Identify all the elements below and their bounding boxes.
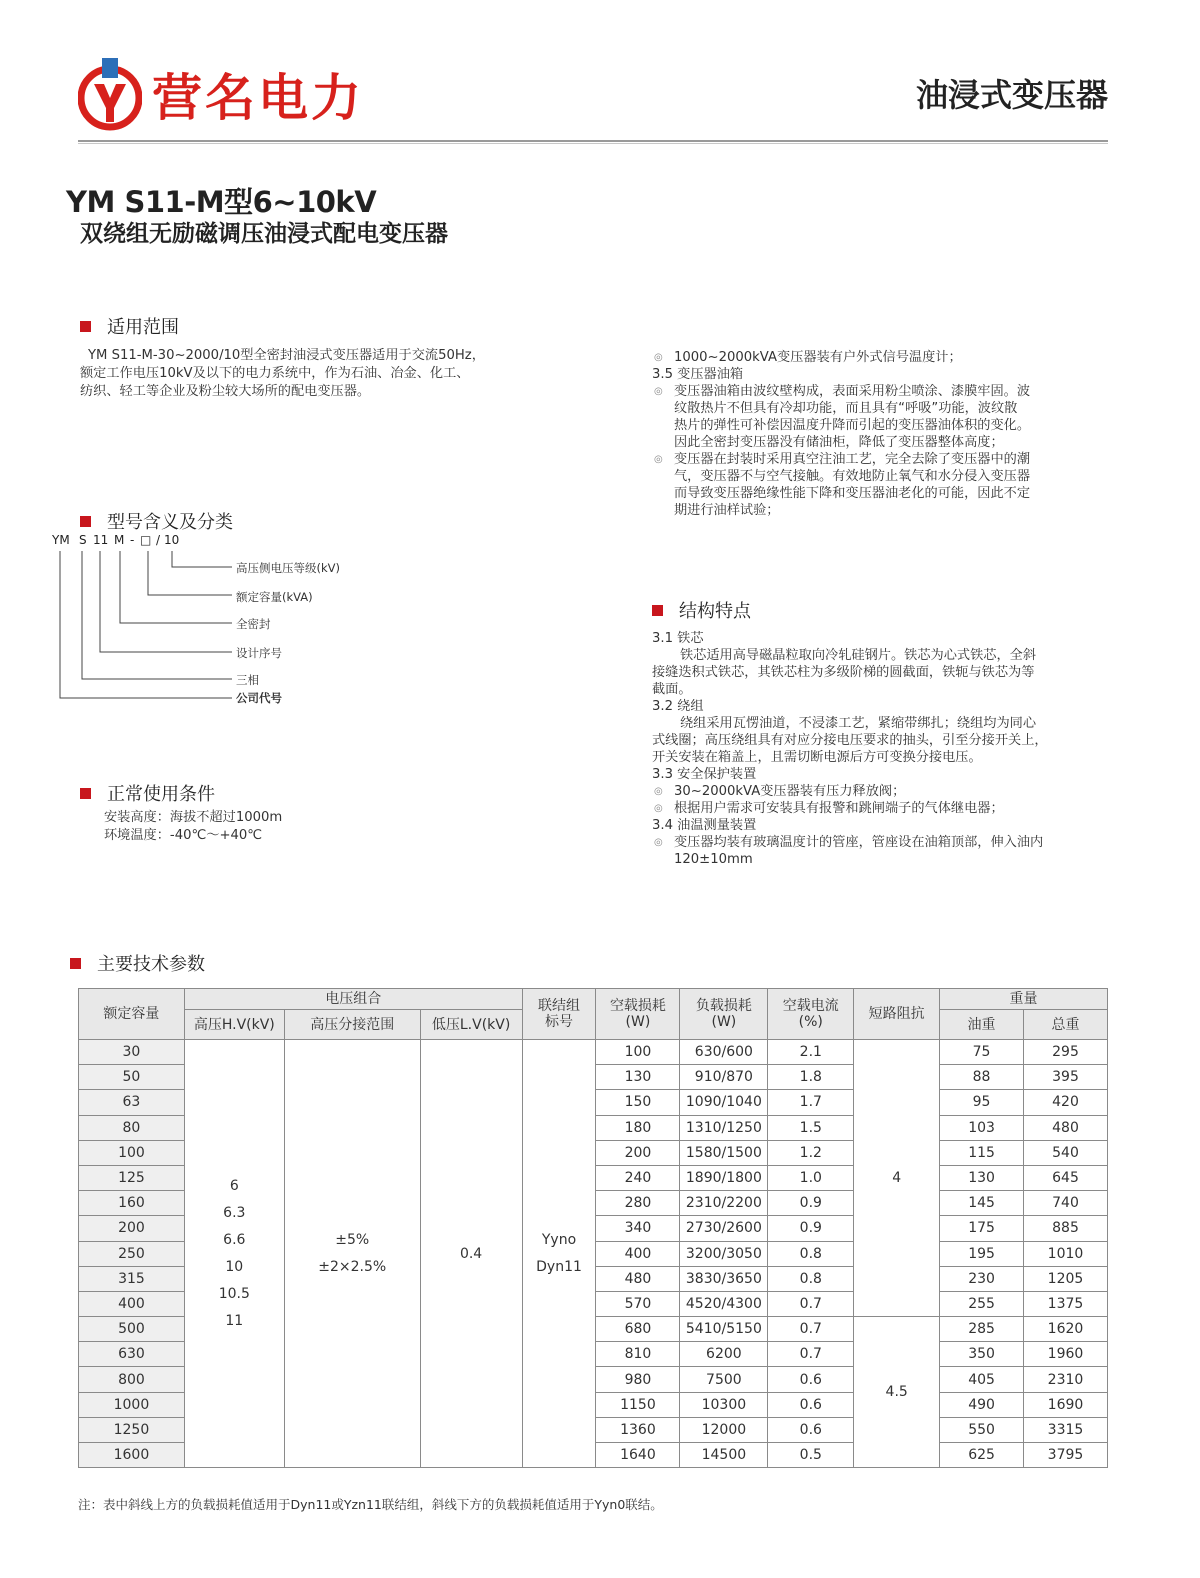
code-phase: S (79, 533, 87, 547)
hv-value: 11 (225, 1312, 244, 1329)
th-load-loss: 负载损耗 (W) (680, 989, 768, 1040)
safety-title: 3.3 安全保护装置 (652, 767, 757, 782)
cell-capacity: 1600 (79, 1443, 185, 1468)
cell-no-load-loss: 100 (596, 1040, 680, 1065)
label-hv-level: 高压侧电压等级(kV) (236, 561, 340, 575)
tap-value: ±5% (335, 1231, 370, 1248)
section-bullet-icon (652, 605, 663, 616)
label-company-code: 公司代号 (236, 691, 282, 705)
cell-total-weight: 1690 (1024, 1392, 1108, 1417)
th-lv: 低压L.V(kV) (420, 1010, 522, 1040)
cell-total-weight: 420 (1024, 1090, 1108, 1115)
th-tap: 高压分接范围 (284, 1010, 420, 1040)
cell-no-load-loss: 200 (596, 1140, 680, 1165)
cell-load-loss: 10300 (680, 1392, 768, 1417)
th-no-load-loss: 空载损耗 (W) (596, 989, 680, 1040)
cell-oil-weight: 75 (940, 1040, 1024, 1065)
th-weight: 重量 (940, 989, 1108, 1010)
cell-no-load-loss: 240 (596, 1165, 680, 1190)
code-sealed: M (114, 533, 125, 547)
hv-value: 10 (225, 1258, 244, 1275)
th-impedance: 短路阻抗 (854, 989, 940, 1040)
cell-capacity: 250 (79, 1241, 185, 1266)
cell-load-loss: 6200 (680, 1342, 768, 1367)
cell-capacity: 160 (79, 1191, 185, 1216)
tank-features (652, 349, 1112, 519)
th-hv: 高压H.V(kV) (184, 1010, 284, 1040)
cell-oil-weight: 255 (940, 1291, 1024, 1316)
winding-title: 3.2 绕组 (652, 699, 704, 714)
cell-capacity: 63 (79, 1090, 185, 1115)
cell-load-loss: 910/870 (680, 1065, 768, 1090)
cell-capacity: 800 (79, 1367, 185, 1392)
hv-value: 6.6 (223, 1231, 246, 1248)
cell-no-load-loss: 180 (596, 1115, 680, 1140)
hv-value: 10.5 (218, 1285, 250, 1302)
cell-total-weight: 1620 (1024, 1317, 1108, 1342)
cell-capacity: 125 (79, 1165, 185, 1190)
cell-total-weight: 295 (1024, 1040, 1108, 1065)
cell-oil-weight: 625 (940, 1443, 1024, 1468)
cell-no-load-loss: 1150 (596, 1392, 680, 1417)
signal-thermometer-item: ◎ 1000~2000kVA变压器装有户外式信号温度计； (652, 349, 1112, 366)
cell-total-weight: 3795 (1024, 1443, 1108, 1468)
cell-no-load-current: 0.9 (768, 1191, 854, 1216)
cell-no-load-current: 0.8 (768, 1241, 854, 1266)
cell-load-loss: 5410/5150 (680, 1317, 768, 1342)
cell-load-loss: 1090/1040 (680, 1090, 768, 1115)
cell-capacity: 1000 (79, 1392, 185, 1417)
cell-no-load-current: 0.6 (768, 1392, 854, 1417)
cell-capacity: 80 (79, 1115, 185, 1140)
cell-no-load-loss: 150 (596, 1090, 680, 1115)
table-footnote: 注：表中斜线上方的负载损耗值适用于Dyn11或Yzn11联结组，斜线下方的负载损耗值适用于Yyn0联结。 (78, 1497, 663, 1512)
tank-item-1: ◎ 变压器油箱由波纹壁构成，表面采用粉尘喷涂、漆膜牢固。波 纹散热片不但具有冷却功能，而且具有“呼吸”功能，波纹散 热片的弹性可补偿因温度升降而引起的变压器油体积的变化。 因此全密封变压器没有储油柜，降低了变压器整体高度； (652, 383, 1112, 451)
hv-value: 6.3 (223, 1204, 246, 1221)
temp-item: ◎ 变压器均装有玻璃温度计的管座，管座设在油箱顶部，伸入油内 120±10mm (652, 834, 1114, 868)
cell-no-load-loss: 1360 (596, 1417, 680, 1442)
cell-no-load-current: 1.8 (768, 1065, 854, 1090)
brand-name: 营名电力 (152, 69, 364, 127)
connection-value: Yyno (541, 1231, 577, 1248)
cell-no-load-current: 0.6 (768, 1417, 854, 1442)
cell-no-load-loss: 1640 (596, 1443, 680, 1468)
safety-item: ◎ 根据用户需求可安装具有报警和跳闸端子的气体继电器； (652, 800, 1114, 817)
cell-oil-weight: 103 (940, 1115, 1024, 1140)
cell-load-loss: 7500 (680, 1367, 768, 1392)
cell-capacity: 100 (79, 1140, 185, 1165)
label-sealed: 全密封 (236, 617, 271, 631)
cell-load-loss: 630/600 (680, 1040, 768, 1065)
altitude-text: 安装高度：海拔不超过1000m (104, 810, 283, 825)
cell-capacity: 50 (79, 1065, 185, 1090)
cell-connection (522, 1040, 596, 1468)
code-company: YM (52, 533, 70, 547)
model-code-tree-lines (0, 0, 300, 720)
th-oil-weight: 油重 (940, 1010, 1024, 1040)
connection-value: Dyn11 (536, 1258, 582, 1275)
section-heading-params: 主要技术参数 (70, 950, 205, 976)
cell-no-load-loss: 810 (596, 1342, 680, 1367)
product-category: 油浸式变压器 (915, 76, 1108, 114)
cell-load-loss: 3830/3650 (680, 1266, 768, 1291)
cell-no-load-current: 1.0 (768, 1165, 854, 1190)
cell-oil-weight: 130 (940, 1165, 1024, 1190)
cell-load-loss: 4520/4300 (680, 1291, 768, 1316)
cell-no-load-loss: 340 (596, 1216, 680, 1241)
cell-tap-range (284, 1040, 420, 1468)
cell-total-weight: 1960 (1024, 1342, 1108, 1367)
tank-title: 3.5 变压器油箱 (652, 367, 744, 382)
cell-total-weight: 2310 (1024, 1367, 1108, 1392)
label-rated-capacity: 额定容量(kVA) (236, 590, 313, 604)
cell-oil-weight: 88 (940, 1065, 1024, 1090)
code-slash: / (156, 533, 161, 547)
structure-features: 3.1 铁芯 铁芯适用高导磁晶粒取向冷轧硅钢片。铁芯为心式铁芯，全斜 接缝迭积式铁芯，其铁芯柱为多级阶梯的圆截面，铁轭与铁芯为等 截面。 3.2 绕组 绕组采用瓦愣油道，不浸漆工艺，紧缩带绑扎；绕组均为同心 式线圈；高压绕组具有对应分接电压要求的抽头，引至分接开关上， 开关安装在箱盖上，且需切断电源后方可变换分接电压。 3.3 安全保护装置 ◎ 30~2000kVA变压器装有压力释放阀； ◎ 根据用户需求可安装具有报警和跳闸端子的气体继电器； 3.4 油温测量装置 ◎ 变压器均装有玻璃温度计的管座，管座设在油箱顶部，伸入油内 120±10mm (652, 630, 1114, 868)
cell-no-load-current: 2.1 (768, 1040, 854, 1065)
cell-capacity: 315 (79, 1266, 185, 1291)
cell-total-weight: 1375 (1024, 1291, 1108, 1316)
code-dash: - (130, 533, 135, 547)
cell-hv-values (184, 1040, 284, 1468)
tank-item-2: ◎ 变压器在封装时采用真空注油工艺，完全去除了变压器中的潮 气，变压器不与空气接触。有效地防止氧气和水分侵入变压器 而导致变压器绝缘性能下降和变压器油老化的可能，因此不定 期进行油样试验； (652, 451, 1112, 519)
table-row (79, 1040, 1108, 1065)
section-heading-structure: 结构特点 (652, 597, 751, 623)
cell-no-load-current: 0.7 (768, 1291, 854, 1316)
th-total-weight: 总重 (1024, 1010, 1108, 1040)
cell-oil-weight: 285 (940, 1317, 1024, 1342)
cell-no-load-current: 1.5 (768, 1115, 854, 1140)
cell-load-loss: 12000 (680, 1417, 768, 1442)
cell-total-weight: 480 (1024, 1115, 1108, 1140)
cell-capacity: 30 (79, 1040, 185, 1065)
th-no-load-current: 空载电流 (%) (768, 989, 854, 1040)
cell-no-load-loss: 570 (596, 1291, 680, 1316)
label-design-serial: 设计序号 (236, 646, 282, 660)
cell-no-load-loss: 980 (596, 1367, 680, 1392)
cell-oil-weight: 95 (940, 1090, 1024, 1115)
code-voltage: 10 (164, 533, 180, 547)
cell-load-loss: 2310/2200 (680, 1191, 768, 1216)
product-model-title: YM S11-M型6~10kV (66, 185, 377, 219)
temp-title: 3.4 油温测量装置 (652, 818, 757, 833)
spec-table-body (79, 1040, 1108, 1468)
code-capacity: □ (140, 533, 152, 547)
section-heading-conditions: 正常使用条件 (80, 780, 215, 806)
cell-oil-weight: 195 (940, 1241, 1024, 1266)
cell-load-loss: 1580/1500 (680, 1140, 768, 1165)
cell-total-weight: 1010 (1024, 1241, 1108, 1266)
cell-no-load-loss: 480 (596, 1266, 680, 1291)
cell-total-weight: 540 (1024, 1140, 1108, 1165)
hv-value: 6 (229, 1177, 239, 1194)
cell-no-load-loss: 130 (596, 1065, 680, 1090)
cell-capacity: 500 (79, 1317, 185, 1342)
cell-total-weight: 740 (1024, 1191, 1108, 1216)
scope-paragraph: YM S11-M-30~2000/10型全密封油浸式变压器适用于交流50Hz， 额定工作电压10kV及以下的电力系统中，作为石油、冶金、化工、 纺织、轻工等企业及粉尘较大场所的配电变压器。 (80, 348, 485, 399)
cell-no-load-loss: 280 (596, 1191, 680, 1216)
cell-lv: 0.4 (420, 1040, 522, 1468)
cell-no-load-loss: 680 (596, 1317, 680, 1342)
cell-no-load-current: 0.7 (768, 1317, 854, 1342)
spec-table (78, 988, 1108, 1468)
cell-total-weight: 885 (1024, 1216, 1108, 1241)
code-design: 11 (93, 533, 109, 547)
cell-no-load-current: 0.9 (768, 1216, 854, 1241)
cell-total-weight: 395 (1024, 1065, 1108, 1090)
cell-load-loss: 1310/1250 (680, 1115, 768, 1140)
cell-capacity: 200 (79, 1216, 185, 1241)
th-connection: 联结组 标号 (522, 989, 596, 1040)
cell-total-weight: 3315 (1024, 1417, 1108, 1442)
safety-item: ◎ 30~2000kVA变压器装有压力释放阀； (652, 783, 1114, 800)
cell-total-weight: 645 (1024, 1165, 1108, 1190)
cell-no-load-current: 1.2 (768, 1140, 854, 1165)
cell-no-load-current: 0.5 (768, 1443, 854, 1468)
cell-no-load-loss: 400 (596, 1241, 680, 1266)
cell-no-load-current: 0.7 (768, 1342, 854, 1367)
cell-load-loss: 2730/2600 (680, 1216, 768, 1241)
cell-oil-weight: 350 (940, 1342, 1024, 1367)
section-heading-model-meaning: 型号含义及分类 (80, 508, 233, 534)
conditions-text (104, 809, 282, 845)
th-voltage-group: 电压组合 (184, 989, 522, 1010)
cell-capacity: 1250 (79, 1417, 185, 1442)
cell-oil-weight: 230 (940, 1266, 1024, 1291)
cell-total-weight: 1205 (1024, 1266, 1108, 1291)
tap-value: ±2×2.5% (318, 1258, 387, 1275)
cell-load-loss: 1890/1800 (680, 1165, 768, 1190)
section-heading-scope: 适用范围 (80, 313, 179, 339)
cell-oil-weight: 405 (940, 1367, 1024, 1392)
cell-load-loss: 14500 (680, 1443, 768, 1468)
product-subtitle: 双绕组无励磁调压油浸式配电变压器 (80, 221, 448, 247)
cell-no-load-current: 1.7 (768, 1090, 854, 1115)
cell-no-load-current: 0.6 (768, 1367, 854, 1392)
cell-oil-weight: 175 (940, 1216, 1024, 1241)
cell-capacity: 400 (79, 1291, 185, 1316)
label-three-phase: 三相 (236, 673, 259, 687)
core-title: 3.1 铁芯 (652, 631, 704, 646)
cell-oil-weight: 115 (940, 1140, 1024, 1165)
th-capacity: 额定容量 (79, 989, 185, 1040)
cell-capacity: 630 (79, 1342, 185, 1367)
section-bullet-icon (70, 958, 81, 969)
cell-no-load-current: 0.8 (768, 1266, 854, 1291)
cell-oil-weight: 550 (940, 1417, 1024, 1442)
cell-load-loss: 3200/3050 (680, 1241, 768, 1266)
cell-impedance: 4.5 (854, 1317, 940, 1468)
cell-impedance: 4 (854, 1040, 940, 1317)
temperature-text: 环境温度：-40℃～+40℃ (104, 828, 263, 843)
section-bullet-icon (80, 788, 91, 799)
cell-oil-weight: 490 (940, 1392, 1024, 1417)
cell-oil-weight: 145 (940, 1191, 1024, 1216)
